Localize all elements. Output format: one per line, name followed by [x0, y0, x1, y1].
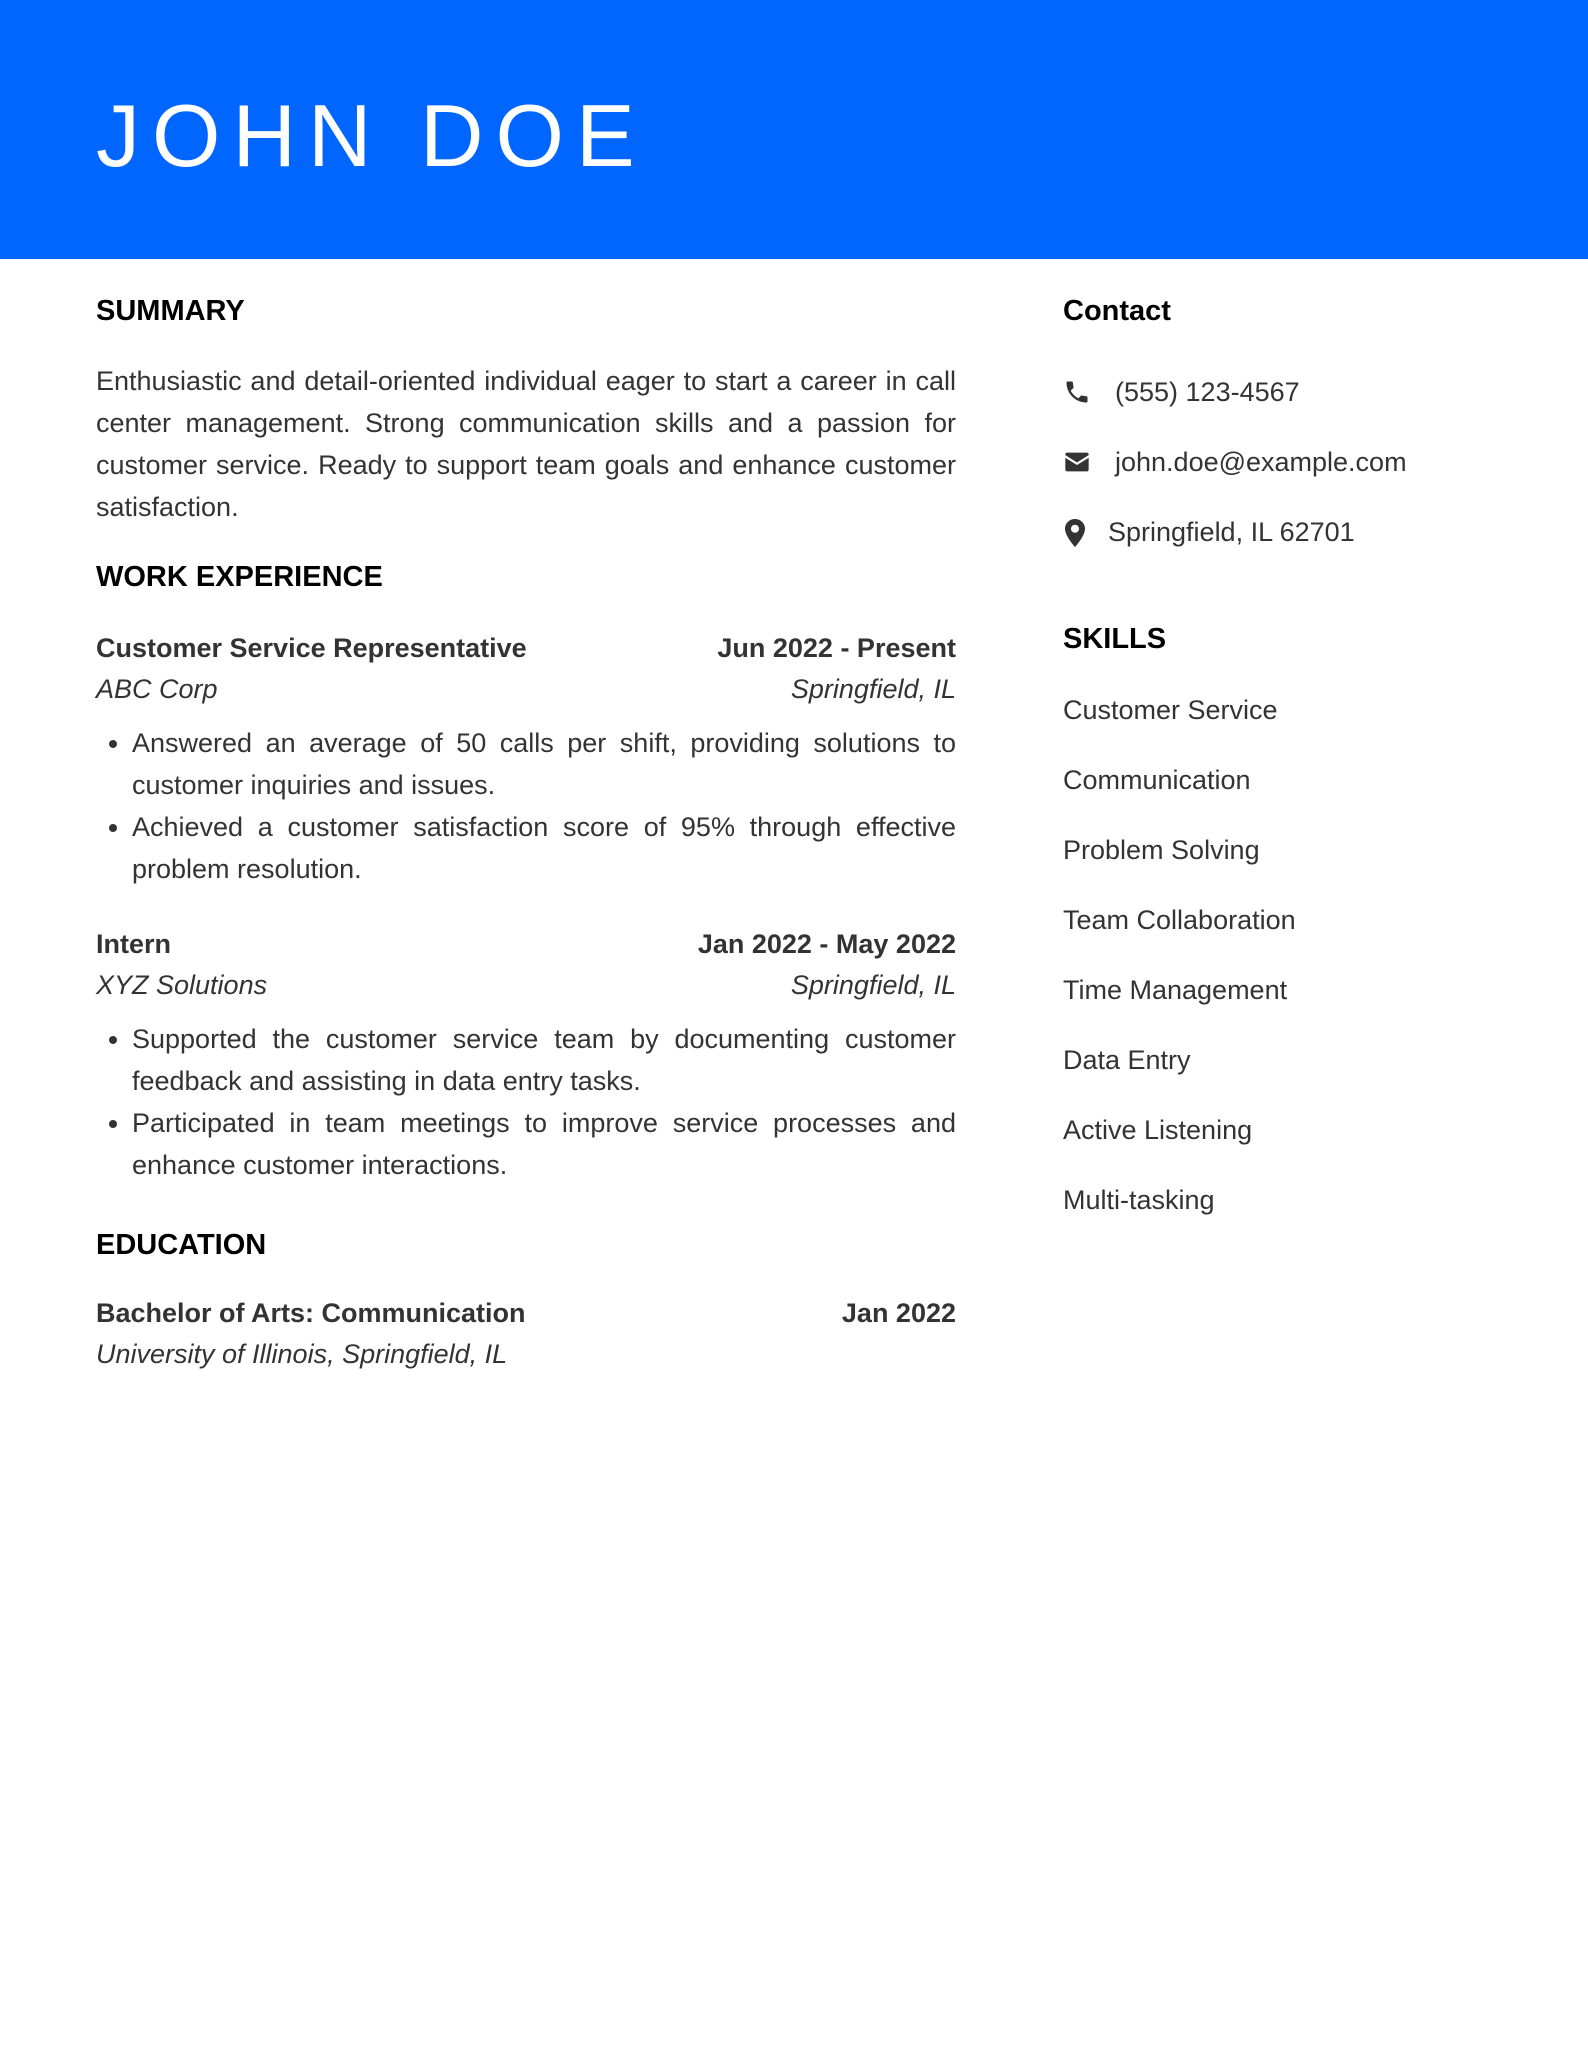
- job-subheader: [96, 965, 956, 1005]
- header-banner: [0, 0, 1588, 259]
- job-header: [96, 628, 956, 668]
- envelope-icon: [1063, 448, 1091, 476]
- job-role: Customer Service Representative: [96, 633, 527, 663]
- job-subheader: [96, 669, 956, 709]
- skill-item: Customer Service: [1063, 695, 1278, 725]
- job-header: [96, 924, 956, 964]
- education-subheader: [96, 1334, 956, 1374]
- job-bullets: [96, 722, 956, 890]
- education-header: [96, 1293, 956, 1333]
- skill-item: Communication: [1063, 765, 1251, 795]
- skill-item: Problem Solving: [1063, 835, 1260, 865]
- contact-heading: Contact: [1063, 295, 1171, 327]
- contact-location-text: Springfield, IL 62701: [1108, 517, 1355, 547]
- job-company: ABC Corp: [96, 674, 218, 704]
- job-company: XYZ Solutions: [96, 970, 268, 1000]
- education-date: Jan 2022: [841, 1298, 956, 1328]
- map-marker-icon: [1063, 518, 1087, 548]
- job-bullet: • Participated in team meetings to improve service processes and enhance customer interactions.: [132, 1102, 956, 1186]
- job-bullet: • Answered an average of 50 calls per shift, providing solutions to customer inquiries and issues.: [132, 722, 956, 806]
- education-school: University of Illinois, Springfield, IL: [96, 1339, 508, 1369]
- job-dates: Jun 2022 - Present: [717, 633, 956, 663]
- contact-email-text: john.doe@example.com: [1115, 447, 1407, 477]
- skill-item: Team Collaboration: [1063, 905, 1296, 935]
- summary-heading: SUMMARY: [96, 295, 245, 327]
- skill-item: Multi-tasking: [1063, 1185, 1215, 1215]
- candidate-name: JOHN DOE: [96, 86, 647, 185]
- job-bullet: • Supported the customer service team by documenting customer feedback and assisting in data entry tasks.: [132, 1018, 956, 1102]
- job-bullets: [96, 1018, 956, 1186]
- job-role: Intern: [96, 929, 172, 959]
- skill-item: Active Listening: [1063, 1115, 1253, 1145]
- skill-item: Data Entry: [1063, 1045, 1191, 1075]
- phone-icon: [1063, 378, 1091, 406]
- contact-phone-text: (555) 123-4567: [1115, 377, 1300, 407]
- job-location: Springfield, IL: [790, 970, 956, 1000]
- job-location: Springfield, IL: [790, 674, 956, 704]
- education-heading: EDUCATION: [96, 1229, 267, 1261]
- job-bullet: • Achieved a customer satisfaction score of 95% through effective problem resolution.: [132, 806, 956, 890]
- skills-heading: SKILLS: [1063, 623, 1167, 655]
- work-experience-heading: WORK EXPERIENCE: [96, 561, 383, 593]
- education-degree: Bachelor of Arts: Communication: [96, 1298, 526, 1328]
- skill-item: Time Management: [1063, 975, 1288, 1005]
- summary-text: Enthusiastic and detail-oriented individual eager to start a career in call center management. Strong communication skills and a passion for customer service. Ready to support team goals and enhance customer satisfaction.: [96, 366, 956, 522]
- job-dates: Jan 2022 - May 2022: [697, 929, 956, 959]
